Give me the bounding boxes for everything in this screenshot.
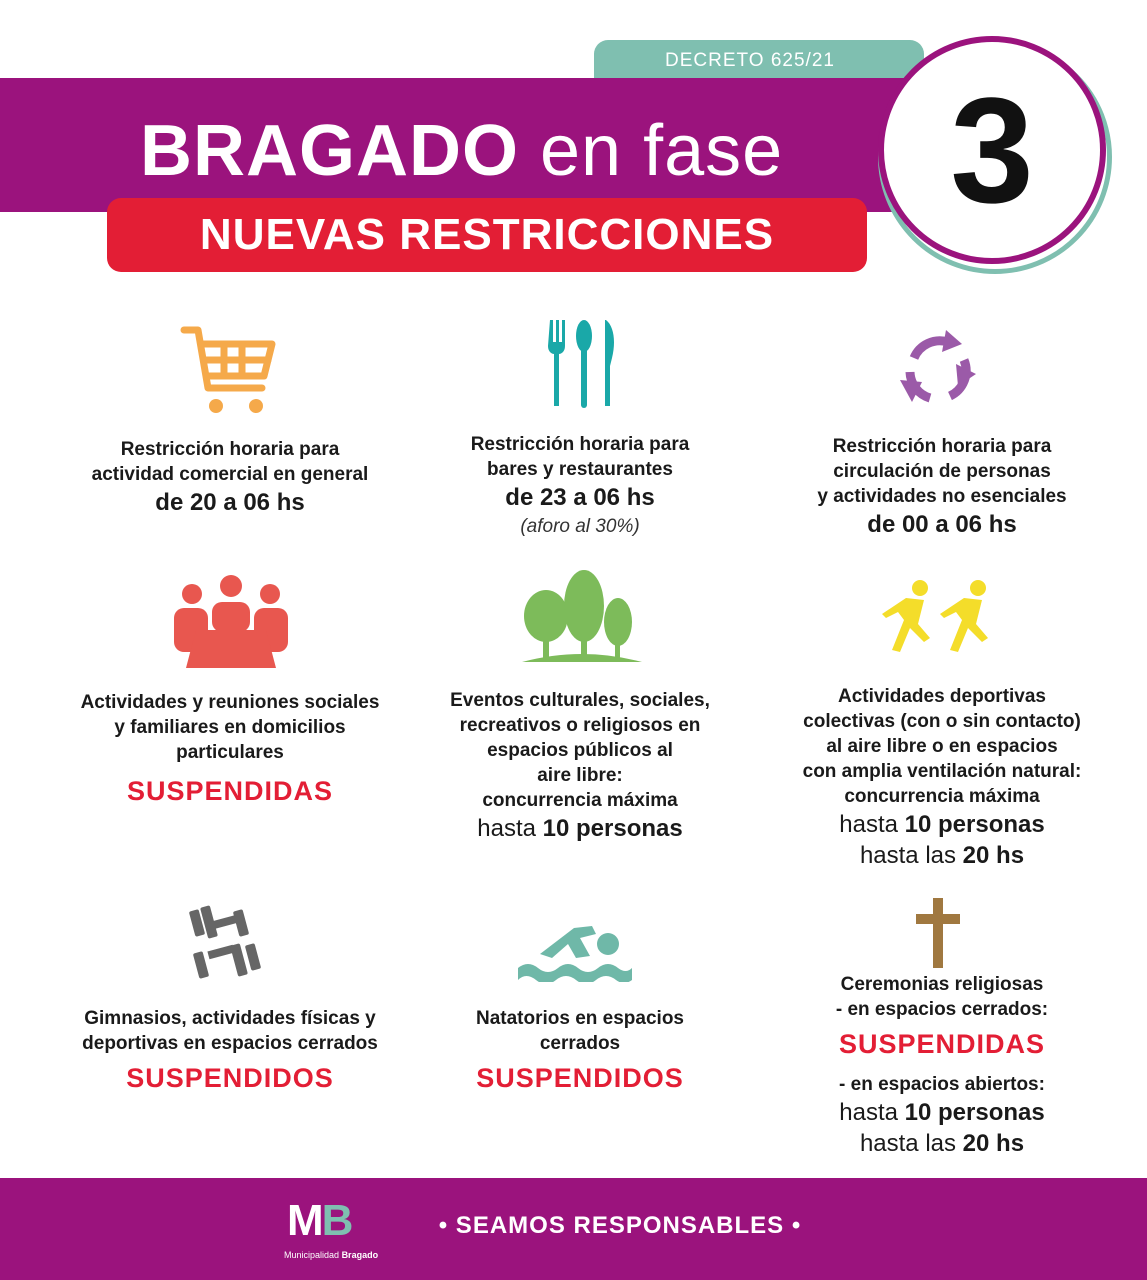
- card-text-line: Restricción horaria para: [470, 434, 690, 455]
- religious-time: [752, 1128, 1132, 1159]
- decree-label: DECRETO 625/21: [665, 50, 835, 71]
- card-text-line: Actividades y reuniones sociales: [80, 692, 380, 713]
- title-bold: BRAGADO: [140, 111, 519, 191]
- card-text-line: deportivas en espacios cerrados: [82, 1033, 378, 1054]
- card-text-line: concurrencia máxima: [844, 786, 1040, 807]
- card-text-line: Natatorios en espacios: [475, 1008, 685, 1029]
- card-text-line: al aire libre o en espacios: [826, 736, 1058, 757]
- shopping-cart-icon: [180, 322, 276, 418]
- phase-number: 3: [950, 66, 1034, 234]
- card-text-line: Restricción horaria para: [120, 439, 340, 460]
- sports-time: [752, 840, 1132, 871]
- card-events: [390, 688, 770, 844]
- municipality-logo: [287, 1196, 351, 1246]
- card-text-line: colectivas (con o sin contacto): [803, 711, 1081, 732]
- time-prefix: hasta las: [859, 842, 963, 869]
- restaurants-note: (aforo al 30%): [520, 516, 640, 537]
- capacity-prefix: hasta: [839, 1099, 905, 1126]
- card-text-line: Actividades deportivas: [837, 686, 1047, 707]
- card-religious: [752, 972, 1132, 1159]
- cross-icon: [916, 898, 960, 968]
- page-title: [140, 96, 783, 206]
- circulation-hours: de 00 a 06 hs: [867, 511, 1017, 538]
- card-social: [40, 690, 420, 809]
- trees-icon: [520, 570, 644, 664]
- circular-arrows-icon: [898, 328, 980, 410]
- card-text-line: aire libre:: [537, 765, 623, 786]
- meeting-people-icon: [172, 574, 290, 668]
- swimmer-icon: [516, 910, 634, 982]
- title-light: en fase: [540, 111, 784, 191]
- commerce-hours: de 20 a 06 hs: [155, 489, 305, 516]
- card-gyms: [40, 1006, 420, 1096]
- social-status: SUSPENDIDAS: [126, 776, 334, 806]
- card-text-line: espacios públicos al: [487, 740, 673, 761]
- capacity-prefix: hasta: [839, 811, 905, 838]
- religious-status: SUSPENDIDAS: [838, 1029, 1046, 1059]
- card-sports: [752, 684, 1132, 871]
- capacity-prefix: hasta: [477, 815, 543, 842]
- logo-letter-b: B: [321, 1196, 352, 1245]
- capacity-value: 10 personas: [542, 815, 683, 842]
- card-text-line: particulares: [176, 742, 284, 763]
- card-text-line: recreativos o religiosos en: [459, 715, 701, 736]
- card-circulation: [752, 434, 1132, 541]
- footer-slogan: • SEAMOS RESPONSABLES •: [438, 1212, 802, 1239]
- logo-caption: [284, 1250, 378, 1260]
- card-text-line: y actividades no esenciales: [817, 486, 1067, 507]
- card-pools: [390, 1006, 770, 1096]
- capacity-value: 10 personas: [904, 811, 1045, 838]
- card-text-line: - en espacios cerrados:: [835, 999, 1049, 1020]
- restaurants-hours: de 23 a 06 hs: [505, 484, 655, 511]
- pools-status: SUSPENDIDOS: [476, 1063, 684, 1093]
- runners-icon: [870, 578, 996, 662]
- time-prefix: hasta las: [859, 1130, 963, 1157]
- card-text-line: con amplia ventilación natural:: [802, 761, 1082, 782]
- time-value: 20 hs: [962, 842, 1025, 869]
- gyms-status: SUSPENDIDOS: [126, 1063, 334, 1093]
- logo-caption-2: Bragado: [341, 1250, 379, 1260]
- card-text-line: circulación de personas: [833, 461, 1051, 482]
- card-text-line: bares y restaurantes: [487, 459, 673, 480]
- card-text-line: actividad comercial en general: [91, 464, 369, 485]
- events-capacity: [390, 813, 770, 844]
- card-text-line: Gimnasios, actividades físicas y: [84, 1008, 376, 1029]
- time-value: 20 hs: [962, 1130, 1025, 1157]
- sports-capacity: [752, 809, 1132, 840]
- logo-caption-1: Municipalidad: [284, 1250, 340, 1260]
- capacity-value: 10 personas: [904, 1099, 1045, 1126]
- card-text-line: Eventos culturales, sociales,: [450, 690, 710, 711]
- religious-capacity: [752, 1097, 1132, 1128]
- cutlery-icon: [548, 318, 618, 410]
- card-text-line: y familiares en domicilios: [114, 717, 346, 738]
- card-text-line: Ceremonias religiosas: [840, 974, 1044, 995]
- card-commerce: [40, 437, 420, 519]
- dumbbells-icon: [188, 904, 274, 982]
- restrictions-banner-label: NUEVAS RESTRICCIONES: [199, 210, 775, 259]
- card-text-line: cerrados: [539, 1033, 621, 1054]
- logo-letter-m: M: [287, 1196, 322, 1245]
- card-restaurants: [390, 432, 770, 540]
- card-text-line: concurrencia máxima: [482, 790, 678, 811]
- card-text-line: Restricción horaria para: [832, 436, 1052, 457]
- religious-open-label: - en espacios abiertos:: [839, 1074, 1045, 1095]
